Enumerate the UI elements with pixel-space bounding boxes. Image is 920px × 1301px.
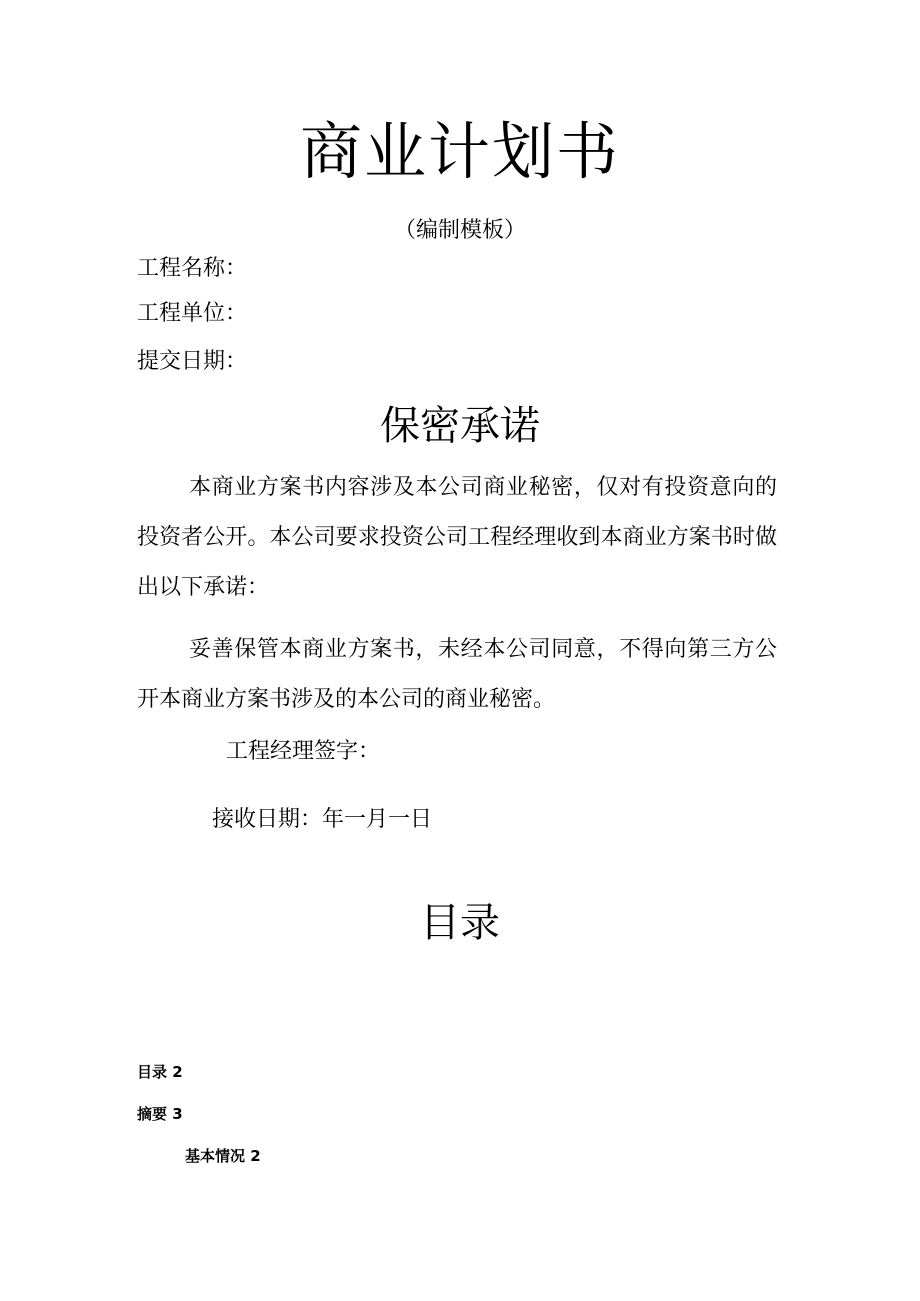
document-title: 商业计划书 — [299, 115, 620, 188]
toc-heading: 目录 — [420, 900, 500, 946]
toc-item[interactable]: 目录 2 — [137, 1063, 183, 1081]
toc-item[interactable]: 摘要 3 — [137, 1105, 183, 1123]
toc-item[interactable]: 基本情况 2 — [185, 1147, 261, 1165]
project-unit-field: 工程单位： — [137, 301, 248, 326]
signature-label: 工程经理签字： — [226, 739, 381, 764]
confidentiality-paragraph-1: 本商业方案书内容涉及本公司商业秘密，仅对有投资意向的投资者公开。本公司要求投资公司工程经理收到本商业方案书时做出以下承诺： — [137, 475, 777, 600]
document-subtitle: （编制模板） — [393, 218, 526, 243]
receipt-date-label: 接收日期：年一月一日 — [212, 807, 433, 832]
submission-date-field: 提交日期： — [137, 349, 248, 374]
confidentiality-paragraph-2: 妥善保管本商业方案书，未经本公司同意，不得向第三方公开本商业方案书涉及的本公司的商业秘密。 — [137, 637, 777, 712]
project-name-field: 工程名称： — [137, 256, 248, 281]
confidentiality-heading: 保密承诺 — [380, 403, 540, 449]
